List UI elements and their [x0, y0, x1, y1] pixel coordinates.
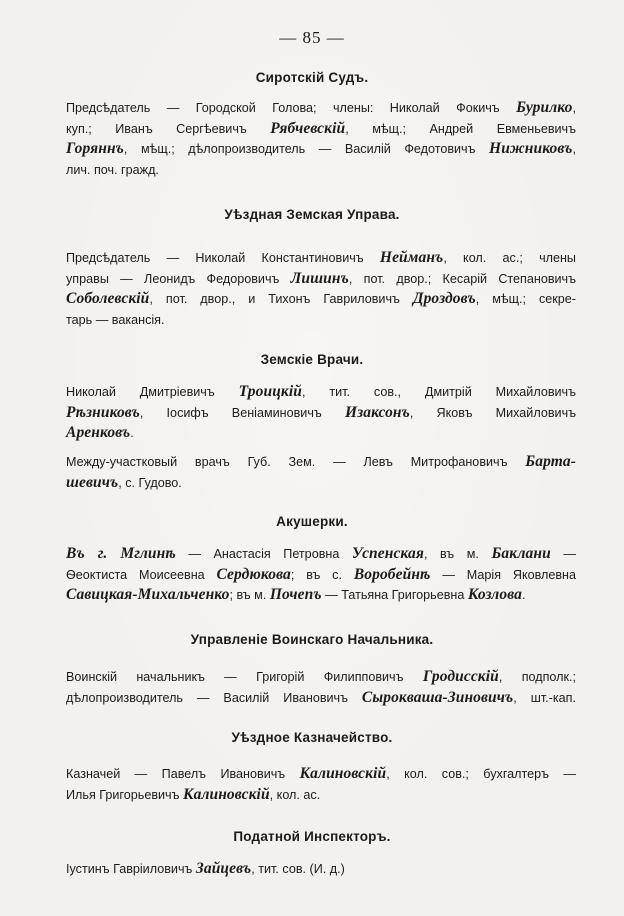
- section-heading-treasury: Уѣздное Казначейство.: [231, 730, 393, 745]
- section-heading-zemstvo-doctors: Земскіе Врачи.: [260, 352, 364, 367]
- text-line: дѣлопроизводитель — Василій Ивановичъ Сырокваша-Зиновичъ, шт.-кап.: [66, 688, 576, 706]
- page-number: — 85 —: [279, 28, 345, 47]
- paragraph-orphan-court: [66, 98, 576, 180]
- section-heading-zemstvo-board: Уѣздная Земская Управа.: [224, 207, 400, 222]
- text-line: шевичъ, с. Гудово.: [66, 473, 182, 491]
- paragraph-district-doctor: [66, 452, 576, 493]
- paragraph-zemstvo-doctors: [66, 382, 576, 444]
- paragraph-zemstvo-board: [66, 248, 576, 330]
- text-line: Казначей — Павелъ Ивановичъ Калиновскій, кол. сов.; бухгалтеръ —: [66, 765, 576, 782]
- paragraph-treasury: [66, 764, 576, 805]
- section-heading-orphan-court: Сиротскій Судъ.: [255, 70, 369, 85]
- text-line: Соболевскій, пот. двор., и Тихонъ Гавриловичъ Дроздовъ, мѣщ.; секре-: [66, 290, 576, 307]
- paragraph-tax-inspector: [66, 859, 576, 880]
- section-heading-tax-inspector: Податной Инспекторъ.: [233, 829, 391, 844]
- text-line: Между-участковый врачъ Губ. Зем. — Левъ Митрофановичъ Барта-: [66, 453, 576, 470]
- paragraph-military-administration: [66, 667, 576, 708]
- text-line: Предсѣдатель — Николай Константиновичъ Нейманъ, кол. ас.; члены: [66, 249, 576, 266]
- paragraph-midwives: [66, 544, 576, 606]
- text-line: лич. поч. гражд.: [66, 162, 159, 177]
- text-line: Іустинъ Гавріиловичъ Зайцевъ, тит. сов. (И. д.): [66, 860, 345, 877]
- text-line: Николай Дмитріевичъ Троицкій, тит. сов., Дмитрій Михайловичъ: [66, 383, 576, 400]
- text-line: Въ г. Мглинѣ — Анастасія Петровна Успенская, въ м. Баклани —: [66, 545, 577, 562]
- section-heading-midwives: Акушерки.: [276, 514, 348, 529]
- text-line: Рѣзниковъ, Іосифъ Веніаминовичъ Изаксонъ, Яковъ Михайловичъ: [66, 403, 576, 421]
- section-heading-military-administration: Управленіе Воинскаго Начальника.: [190, 632, 434, 647]
- text-line: Аренковъ.: [66, 424, 134, 441]
- text-line: куп.; Иванъ Сергѣевичъ Рябчевскій, мѣщ.; Андрей Евменьевичъ: [66, 119, 576, 137]
- text-line: Горяннъ, мѣщ.; дѣлопроизводитель — Василій Федотовичъ Нижниковъ,: [66, 140, 576, 157]
- text-line: Воинскій начальникъ — Григорій Филипповичъ Гродисскій, подполк.;: [66, 668, 576, 685]
- text-line: Ѳеоктиста Моисеевна Сердюкова; въ с. Воробейнѣ — Марія Яковлевна: [66, 565, 576, 583]
- text-line: Предсѣдатель — Городской Голова; члены: Николай Фокичъ Бурилко,: [66, 99, 576, 116]
- text-line: управы — Леонидъ Федоровичъ Лишинъ, пот. двор.; Кесарій Степановичъ: [66, 269, 576, 287]
- text-line: Савицкая-Михальченко; въ м. Почепъ — Татьяна Григорьевна Козлова.: [66, 586, 526, 603]
- text-line: Илья Григорьевичъ Калиновскій, кол. ас.: [66, 785, 321, 803]
- text-line: тарь — вакансія.: [66, 312, 165, 327]
